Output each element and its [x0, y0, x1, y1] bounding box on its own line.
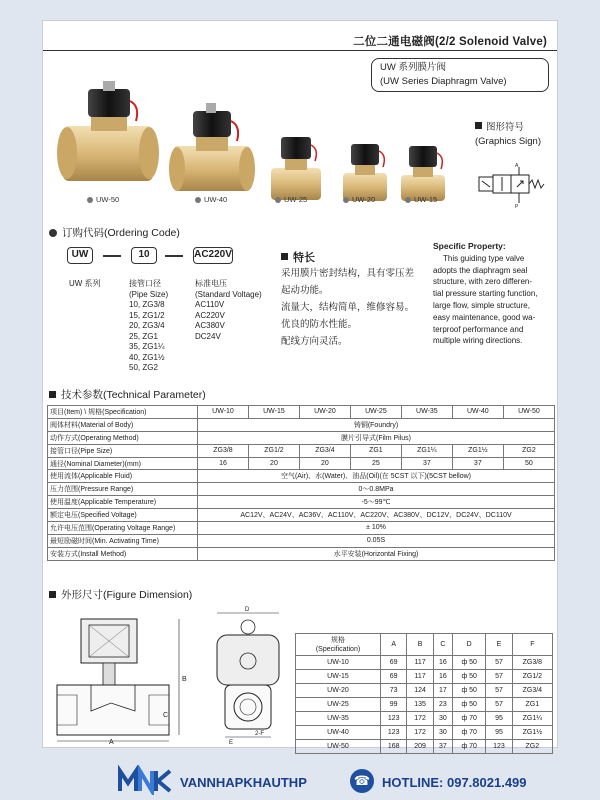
valve-label-uw40: UW-40	[195, 195, 227, 204]
table-cell: UW-40	[296, 726, 381, 740]
table-cell: ZG1½	[452, 444, 503, 457]
table-cell: 37	[452, 457, 503, 470]
valve-uw20-image	[343, 144, 387, 201]
table-cell: 50	[503, 457, 554, 470]
square-bullet-icon	[281, 253, 288, 260]
table-cell: 57	[486, 698, 512, 712]
table-cell: 123	[486, 740, 512, 754]
table-header-cell: E	[486, 634, 512, 656]
table-cell: 使用温度(Applicable Temperature)	[48, 496, 198, 509]
table-cell: 水平安装(Horizontal Fixing)	[198, 547, 555, 560]
table-row	[296, 726, 553, 740]
table-cell: ф 50	[453, 684, 486, 698]
table-cell: 99	[381, 698, 407, 712]
table-cell: 阀体材料(Material of Body)	[48, 418, 198, 431]
solenoid-symbol-icon	[473, 161, 553, 209]
table-header-cell: F	[512, 634, 552, 656]
table-cell: 123	[381, 712, 407, 726]
table-cell: ф 70	[453, 712, 486, 726]
table-cell: ZG1/2	[248, 444, 299, 457]
table-cell: 124	[407, 684, 433, 698]
dim-label-e: E	[229, 740, 234, 745]
brand-logo-icon	[118, 765, 172, 795]
table-row	[296, 740, 553, 754]
square-bullet-icon	[49, 591, 56, 598]
table-row	[48, 509, 555, 522]
valve-label-uw15: UW-15	[405, 195, 437, 204]
table-cell: 16	[433, 670, 452, 684]
svg-text:A: A	[515, 163, 519, 169]
tech-heading: 技术参数(Technical Parameter)	[49, 387, 206, 402]
table-row	[296, 698, 553, 712]
table-header-cell: UW-35	[401, 406, 452, 419]
side-view-drawing	[203, 605, 293, 745]
table-cell: 铸铜(Foundry)	[198, 418, 555, 431]
footer-bar	[0, 755, 600, 800]
square-bullet-icon	[475, 122, 482, 129]
table-row	[48, 483, 555, 496]
table-cell: 73	[381, 684, 407, 698]
table-row	[48, 431, 555, 444]
table-cell: ZG1	[512, 698, 552, 712]
table-cell: ZG1¼	[512, 712, 552, 726]
table-cell: 69	[381, 670, 407, 684]
table-cell: ZG2	[512, 740, 552, 754]
code-dash	[103, 255, 121, 257]
table-cell: 20	[299, 457, 350, 470]
tech-table	[47, 405, 555, 561]
table-row	[296, 634, 553, 656]
table-cell: 30	[433, 712, 452, 726]
table-header-cell: A	[381, 634, 407, 656]
table-cell: UW-35	[296, 712, 381, 726]
valve-label-uw50: UW-50	[87, 195, 119, 204]
table-cell: UW-10	[296, 656, 381, 670]
table-cell: 动作方式(Operating Method)	[48, 431, 198, 444]
table-cell: ZG3/8	[512, 656, 552, 670]
table-cell: 117	[407, 670, 433, 684]
table-cell: 空气(Air)、水(Water)、油品(Oil)(在 5CST 以下)(5CST bellow)	[198, 470, 555, 483]
table-row	[296, 670, 553, 684]
table-cell: 37	[433, 740, 452, 754]
dim-label-d: D	[245, 607, 250, 613]
table-cell: 23	[433, 698, 452, 712]
table-row	[48, 406, 555, 419]
table-cell: 168	[381, 740, 407, 754]
circle-bullet-icon	[49, 229, 57, 237]
datasheet-page	[42, 20, 558, 748]
table-cell: UW-25	[296, 698, 381, 712]
valve-uw25-image	[271, 137, 321, 200]
table-row	[48, 470, 555, 483]
valve-uw15-image	[401, 146, 445, 201]
phone-icon: ☎	[350, 769, 374, 793]
hotline-text[interactable]: HOTLINE: 097.8021.499	[382, 775, 527, 790]
table-cell: 通径(Nominal Diameter)(mm)	[48, 457, 198, 470]
table-cell: 安装方式(Install Method)	[48, 547, 198, 560]
table-cell: 0.05S	[198, 534, 555, 547]
table-cell: 37	[401, 457, 452, 470]
table-cell: 额定电压(Specified Voltage)	[48, 509, 198, 522]
dim-label-b: B	[182, 676, 187, 683]
valve-uw50-image	[57, 81, 159, 181]
table-cell: AC12V、AC24V、AC36V、AC110V、AC220V、AC380V、DC12V、DC24V、DC110V	[198, 509, 555, 522]
table-cell: 172	[407, 726, 433, 740]
svg-text:P: P	[515, 204, 519, 209]
table-cell: ф 50	[453, 670, 486, 684]
table-cell: 117	[407, 656, 433, 670]
table-cell: 接管口径(Pipe Size)	[48, 444, 198, 457]
dimension-heading: 外形尺寸(Figure Dimension)	[49, 587, 192, 602]
dim-label-c: C	[163, 712, 169, 719]
table-cell: 膜片引导式(Film Pilus)	[198, 431, 555, 444]
table-cell: 25	[350, 457, 401, 470]
table-cell: ZG2	[503, 444, 554, 457]
dim-label-a: A	[109, 739, 114, 745]
valve-uw40-image	[169, 103, 255, 191]
table-cell: UW-50	[296, 740, 381, 754]
table-cell: 57	[486, 656, 512, 670]
table-cell: 30	[433, 726, 452, 740]
table-cell: 使用流体(Applicable Fluid)	[48, 470, 198, 483]
cross-section-drawing	[51, 611, 199, 745]
valve-label-uw25: UW-25	[275, 195, 307, 204]
table-row	[48, 522, 555, 535]
table-cell: 16	[433, 656, 452, 670]
table-cell: 123	[381, 726, 407, 740]
table-cell: ± 10%	[198, 522, 555, 535]
series-title-en: (UW Series Diaphragm Valve)	[380, 76, 507, 87]
table-header-cell: UW-15	[248, 406, 299, 419]
dimension-table	[295, 633, 553, 754]
table-header-cell: 规格 (Specification)	[296, 634, 381, 656]
table-cell: ZG3/4	[299, 444, 350, 457]
series-title-cn: UW 系列膜片阀	[380, 62, 446, 73]
table-cell: 57	[486, 670, 512, 684]
table-cell: 16	[198, 457, 249, 470]
table-cell: 20	[248, 457, 299, 470]
table-cell: ZG1½	[512, 726, 552, 740]
table-cell: ZG1/2	[512, 670, 552, 684]
table-cell: 允许电压范围(Operating Voltage Range)	[48, 522, 198, 535]
features-heading: 特长	[281, 249, 315, 265]
table-cell: 135	[407, 698, 433, 712]
table-cell: ф 50	[453, 698, 486, 712]
table-cell: ф 50	[453, 656, 486, 670]
valve-label-uw20: UW-20	[343, 195, 375, 204]
table-header-cell: UW-50	[503, 406, 554, 419]
table-row	[48, 547, 555, 560]
square-bullet-icon	[49, 391, 56, 398]
table-cell: 95	[486, 726, 512, 740]
table-cell: ZG1	[350, 444, 401, 457]
pipe-size-list: 接管口径 (Pipe Size) 10, ZG3/8 15, ZG1/2 20, ZG3/4 25, ZG1 35, ZG1¼ 40, ZG1½ 50, ZG2	[129, 279, 169, 372]
table-cell: 17	[433, 684, 452, 698]
series-label: UW 系列	[69, 279, 101, 288]
voltage-list: 标准电压 (Standard Voltage) AC110V AC220V AC380V DC24V	[195, 279, 262, 341]
table-row	[48, 457, 555, 470]
table-cell: 最短励磁时间(Min. Activating Time)	[48, 534, 198, 547]
table-cell: ф 70	[453, 740, 486, 754]
table-header-cell: UW-20	[299, 406, 350, 419]
table-cell: 压力范围(Pressure Range)	[48, 483, 198, 496]
table-header-cell: UW-10	[198, 406, 249, 419]
table-row	[48, 444, 555, 457]
table-cell: 69	[381, 656, 407, 670]
table-cell: ZG3/4	[512, 684, 552, 698]
code-box-size: 10	[131, 247, 157, 264]
brand-name: VANNHAPKHAUTHP	[180, 775, 307, 790]
code-dash	[165, 255, 183, 257]
specific-property: Specific Property: This guiding type valve adopts the diaphragm seal structure, with zero differen- tial pressure starting function, large flow, simple structure, easy maintenance, good wa- terproof performance and multiple wiring directions.	[433, 241, 538, 346]
table-cell: 95	[486, 712, 512, 726]
table-cell: UW-20	[296, 684, 381, 698]
table-cell: 172	[407, 712, 433, 726]
code-box-voltage: AC220V	[193, 247, 233, 264]
table-cell: UW-15	[296, 670, 381, 684]
table-cell: ZG3/8	[198, 444, 249, 457]
table-header-cell: UW-40	[452, 406, 503, 419]
table-row	[48, 534, 555, 547]
table-header-cell: D	[453, 634, 486, 656]
table-row	[48, 496, 555, 509]
dim-label-f: 2-F	[255, 731, 264, 737]
table-header-cell: 项目(Item) \ 规格(Specification)	[48, 406, 198, 419]
table-row	[296, 656, 553, 670]
table-cell: -5～99℃	[198, 496, 555, 509]
table-row	[48, 418, 555, 431]
title-bar	[43, 29, 557, 51]
table-cell: 57	[486, 684, 512, 698]
graphics-sign-label: 图形符号 (Graphics Sign)	[475, 122, 541, 147]
table-row	[296, 712, 553, 726]
table-cell: 209	[407, 740, 433, 754]
table-cell: 0～0.8MPa	[198, 483, 555, 496]
page-title: 二位二通电磁阀(2/2 Solenoid Valve)	[353, 36, 547, 48]
ordering-code-heading: 订购代码(Ordering Code)	[49, 225, 180, 240]
features-list: 采用膜片密封结构，具有零压差 起动功能。 流量大，结构简单，维修容易。 优良的防水性能。 配线方向灵活。	[281, 268, 415, 347]
table-header-cell: UW-25	[350, 406, 401, 419]
code-box-series: UW	[67, 247, 93, 264]
table-cell: ZG1¼	[401, 444, 452, 457]
table-cell: ф 70	[453, 726, 486, 740]
table-row	[296, 684, 553, 698]
table-header-cell: C	[433, 634, 452, 656]
table-header-cell: B	[407, 634, 433, 656]
